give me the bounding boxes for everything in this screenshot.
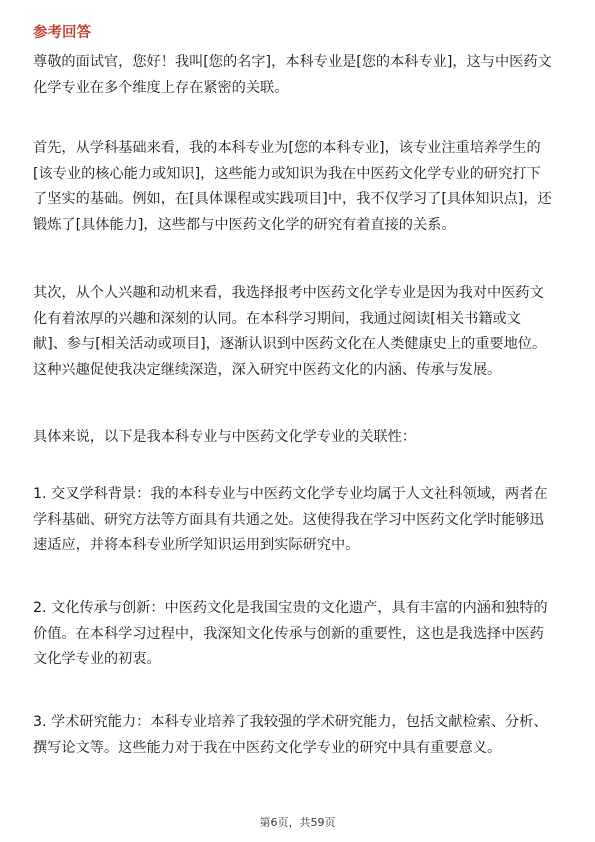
paragraph-academic-foundation bbox=[33, 136, 565, 238]
paragraph-relevance-intro bbox=[33, 425, 565, 451]
text-line: 尊敬的面试官，您好！我叫[您的名字]，本科专业是[您的本科专业]，这与中医药文 bbox=[33, 54, 552, 70]
text-line: 这种兴趣促使我决定继续深造，深入研究中医药文化的内涵、传承与发展。 bbox=[33, 361, 502, 378]
list-item-interdisciplinary bbox=[33, 482, 565, 559]
paragraph-personal-interest bbox=[33, 281, 565, 383]
text-line: 文化学专业的初衷。 bbox=[33, 651, 161, 668]
text-line: 锻炼了[具体能力]，这些都与中医药文化学的研究有着直接的关系。 bbox=[33, 216, 456, 233]
text-line: [该专业的核心能力或知识]，这些能力或知识为我在中医药文化学专业的研究打下 bbox=[33, 165, 541, 182]
text-line: 具体来说，以下是我本科专业与中医药文化学专业的关联性： bbox=[33, 429, 417, 445]
page-number-footer: 第6页，共59页 bbox=[259, 816, 336, 829]
text-line: 速适应，并将本科专业所学知识运用到实际研究中。 bbox=[33, 537, 360, 554]
text-line: 3. 学术研究能力：本科专业培养了我较强的学术研究能力，包括文献检索、分析、 bbox=[33, 714, 548, 730]
text-line: 化有着浓厚的兴趣和深刻的认同。在本科学习期间，我通过阅读[相关书籍或文 bbox=[33, 310, 521, 327]
text-line: 价值。在本科学习过程中，我深知文化传承与创新的重要性，这也是我选择中医药 bbox=[33, 625, 544, 642]
text-line: 撰写论文等。这些能力对于我在中医药文化学专业的研究中具有重要意义。 bbox=[33, 739, 502, 756]
list-item-cultural-heritage bbox=[33, 596, 565, 673]
section-heading: 参考回答 bbox=[33, 25, 91, 41]
text-line: 了坚实的基础。例如，在[具体课程或实践项目]中，我不仅学习了[具体知识点]，还 bbox=[33, 191, 552, 208]
text-line: 化学专业在多个维度上存在紧密的关联。 bbox=[33, 79, 289, 96]
paragraph-greeting bbox=[33, 50, 565, 101]
text-line: 献]、参与[相关活动或项目]，逐渐认识到中医药文化在人类健康史上的重要地位。 bbox=[33, 336, 547, 353]
text-line: 1. 交叉学科背景：我的本科专业与中医药文化学专业均属于人文社科领域，两者在 bbox=[33, 486, 548, 502]
text-line: 其次，从个人兴趣和动机来看，我选择报考中医药文化学专业是因为我对中医药文 bbox=[33, 285, 544, 301]
list-item-research-ability bbox=[33, 710, 565, 761]
text-line: 2. 文化传承与创新：中医药文化是我国宝贵的文化遗产，具有丰富的内涵和独特的 bbox=[33, 600, 548, 616]
text-line: 首先，从学科基础来看，我的本科专业为[您的本科专业]，该专业注重培养学生的 bbox=[33, 140, 541, 156]
text-line: 学科基础、研究方法等方面具有共通之处。这使得我在学习中医药文化学时能够迅 bbox=[33, 511, 544, 528]
